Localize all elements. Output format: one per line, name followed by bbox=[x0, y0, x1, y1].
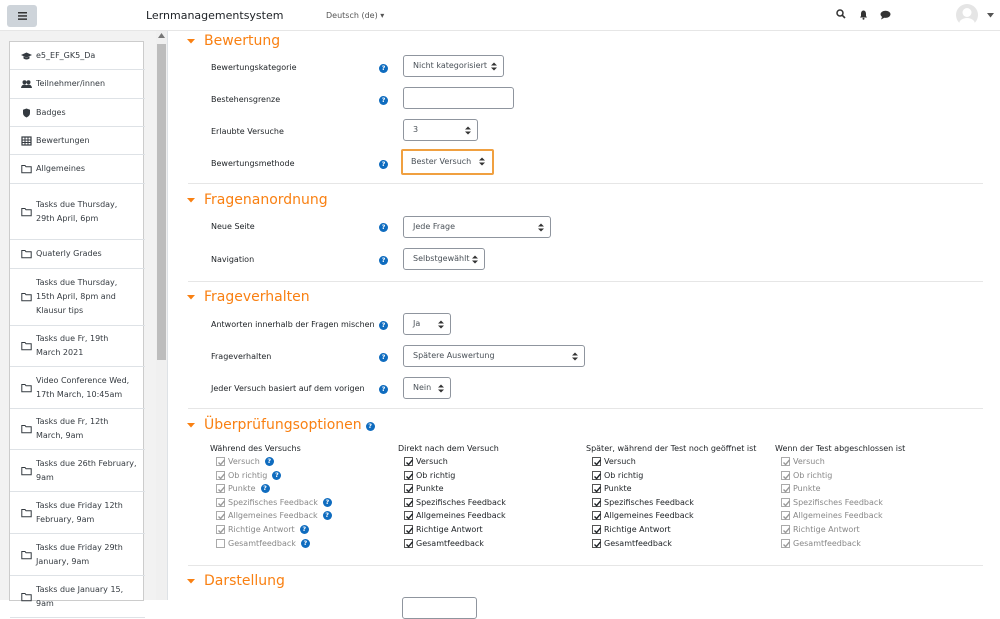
checkbox bbox=[216, 484, 225, 493]
checkbox[interactable] bbox=[592, 525, 601, 534]
checkbox[interactable] bbox=[404, 525, 413, 534]
attempts-select[interactable] bbox=[403, 119, 478, 141]
review-option-label: Ob richtig bbox=[604, 470, 644, 480]
checkbox bbox=[781, 471, 790, 480]
help-icon[interactable]: ? bbox=[300, 525, 309, 534]
review-option-label: Spezifisches Feedback bbox=[416, 497, 506, 507]
drawer-item[interactable] bbox=[10, 184, 145, 240]
drawer-item[interactable] bbox=[10, 99, 145, 127]
drawer-item-label: e5_EF_GK5_Da bbox=[36, 50, 96, 60]
review-option[interactable] bbox=[404, 539, 484, 548]
review-option bbox=[781, 511, 883, 520]
shield-icon bbox=[21, 108, 32, 118]
folder-icon bbox=[21, 341, 32, 351]
field-label: Erlaubte Versuche bbox=[211, 127, 284, 136]
drawer-scrollbar-thumb[interactable] bbox=[157, 44, 166, 360]
review-option-label: Spezifisches Feedback bbox=[604, 497, 694, 507]
folder-icon bbox=[21, 164, 32, 174]
review-option bbox=[781, 484, 821, 493]
review-option[interactable] bbox=[404, 457, 448, 466]
review-option-label: Versuch bbox=[793, 457, 825, 466]
review-option-label: Richtige Antwort bbox=[416, 525, 483, 534]
select-value: 3 bbox=[413, 125, 419, 134]
drawer-item[interactable] bbox=[10, 240, 145, 269]
review-option-label: Allgemeines Feedback bbox=[793, 511, 883, 521]
select-value: Nein bbox=[413, 383, 432, 392]
checkbox bbox=[216, 498, 225, 507]
checkbox bbox=[781, 484, 790, 493]
review-option-label: Gesamtfeedback bbox=[604, 538, 672, 548]
field-label: Jeder Versuch basiert auf dem vorigen bbox=[211, 384, 365, 393]
review-option-label: Allgemeines Feedback bbox=[416, 511, 506, 521]
folder-icon bbox=[21, 550, 32, 560]
review-option[interactable] bbox=[404, 484, 444, 493]
drawer-item-label: Tasks due Thursday, 15th April, 8pm and Klausur tips bbox=[36, 278, 118, 315]
review-column-heading: Wenn der Test abgeschlossen ist bbox=[775, 444, 906, 453]
review-column-heading: Später, während der Test noch geöffnet ist bbox=[586, 444, 757, 453]
review-column-heading: Direkt nach dem Versuch bbox=[398, 444, 499, 453]
section-header-frageverhalten[interactable] bbox=[186, 289, 310, 305]
drawer-item[interactable] bbox=[10, 492, 145, 534]
field-label: Bewertungsmethode bbox=[211, 159, 295, 168]
drawer-toggle-button[interactable] bbox=[7, 5, 37, 27]
select-value: Jede Frage bbox=[413, 222, 456, 231]
folder-icon bbox=[21, 508, 32, 518]
review-option-label: Gesamtfeedback bbox=[793, 538, 861, 548]
section-header-bewertung[interactable] bbox=[186, 33, 280, 49]
checkbox[interactable] bbox=[404, 511, 413, 520]
review-option bbox=[781, 525, 860, 534]
help-icon[interactable]: ? bbox=[261, 484, 270, 493]
nav-drawer bbox=[0, 31, 168, 608]
field-label: Bestehensgrenze bbox=[211, 95, 281, 104]
select-arrows-icon bbox=[465, 126, 471, 135]
checkbox[interactable] bbox=[404, 539, 413, 548]
select-arrows-icon bbox=[538, 223, 544, 232]
field-label: Frageverhalten bbox=[211, 352, 272, 361]
checkbox[interactable] bbox=[592, 539, 601, 548]
review-option[interactable] bbox=[592, 471, 643, 480]
section-header-darstellung[interactable] bbox=[186, 573, 285, 589]
review-option[interactable] bbox=[592, 525, 671, 534]
review-option[interactable] bbox=[592, 484, 632, 493]
grade-pass-input[interactable] bbox=[403, 87, 514, 109]
select-arrows-icon bbox=[438, 320, 444, 329]
review-option bbox=[216, 511, 332, 520]
help-icon[interactable]: ? bbox=[379, 64, 388, 73]
user-icon bbox=[956, 4, 978, 26]
folder-icon bbox=[21, 383, 32, 393]
checkbox bbox=[781, 511, 790, 520]
checkbox[interactable] bbox=[404, 484, 413, 493]
select-arrows-icon bbox=[572, 352, 578, 361]
section-divider bbox=[188, 408, 983, 409]
review-option-label: Richtige Antwort bbox=[228, 525, 295, 534]
section-title: Darstellung bbox=[204, 573, 285, 589]
chat-icon[interactable] bbox=[880, 10, 891, 20]
help-icon[interactable]: ? bbox=[265, 457, 274, 466]
checkbox bbox=[216, 525, 225, 534]
help-icon[interactable]: ? bbox=[272, 471, 281, 480]
drawer-item-label: Tasks due Thursday, 29th April, 6pm bbox=[36, 199, 118, 223]
section-header-ueberpruefungsoptionen[interactable] bbox=[186, 417, 375, 433]
drawer-item-label: Teilnehmer/innen bbox=[36, 79, 106, 88]
language-label: Deutsch (de) bbox=[326, 11, 378, 20]
review-option[interactable] bbox=[592, 498, 694, 507]
review-option bbox=[216, 471, 281, 480]
section-title: Überprüfungsoptionen bbox=[204, 417, 362, 433]
drawer-item[interactable] bbox=[10, 326, 145, 367]
darstellung-select[interactable] bbox=[402, 597, 477, 619]
hamburger-icon bbox=[18, 12, 27, 20]
checkbox bbox=[781, 539, 790, 548]
review-option-label: Versuch bbox=[604, 457, 636, 466]
review-option bbox=[216, 525, 309, 534]
review-option-label: Spezifisches Feedback bbox=[228, 497, 318, 507]
drawer-item-label: Tasks due Fr, 12th March, 9am bbox=[36, 417, 109, 440]
review-option bbox=[781, 471, 832, 480]
course-nav-list bbox=[9, 41, 144, 608]
chevron-down-icon bbox=[186, 292, 196, 302]
drawer-item[interactable] bbox=[10, 534, 145, 576]
review-option bbox=[781, 457, 825, 466]
help-icon[interactable]: ? bbox=[301, 539, 310, 548]
drawer-item-label: Badges bbox=[36, 107, 66, 117]
checkbox[interactable] bbox=[404, 457, 413, 466]
help-icon[interactable]: ? bbox=[379, 96, 388, 105]
shuffle-answers-select[interactable] bbox=[403, 313, 451, 335]
checkbox bbox=[781, 457, 790, 466]
folder-icon bbox=[21, 466, 32, 476]
site-name[interactable]: Lernmanagementsystem bbox=[146, 9, 284, 22]
field-label: Bewertungskategorie bbox=[211, 63, 297, 72]
help-icon[interactable]: ? bbox=[379, 223, 388, 232]
select-value: Nicht kategorisiert bbox=[413, 61, 488, 70]
user-menu-caret-icon[interactable] bbox=[987, 13, 994, 18]
review-option-label: Gesamtfeedback bbox=[416, 538, 484, 548]
checkbox bbox=[781, 498, 790, 507]
review-options-grid bbox=[186, 444, 983, 559]
section-title: Fragenanordnung bbox=[204, 192, 328, 208]
drawer-item[interactable] bbox=[10, 269, 145, 326]
drawer-item[interactable] bbox=[10, 367, 145, 409]
select-value: Ja bbox=[413, 319, 421, 328]
checkbox[interactable] bbox=[404, 498, 413, 507]
drawer-item[interactable] bbox=[10, 70, 145, 99]
help-icon[interactable]: ? bbox=[366, 422, 375, 431]
review-option-label: Richtige Antwort bbox=[604, 525, 671, 534]
grade-category-select[interactable] bbox=[403, 55, 504, 77]
new-page-select[interactable] bbox=[403, 216, 551, 238]
drawer-item[interactable] bbox=[10, 127, 145, 155]
drawer-item-label: Tasks due Friday 12th February, 9am bbox=[36, 500, 123, 524]
chevron-down-icon bbox=[186, 36, 196, 46]
section-title: Bewertung bbox=[204, 33, 281, 49]
review-option-label: Punkte bbox=[228, 484, 256, 494]
review-option bbox=[216, 457, 274, 466]
checkbox[interactable] bbox=[404, 471, 413, 480]
drawer-item-label: Allgemeines bbox=[36, 164, 86, 173]
caret-down-icon: ▾ bbox=[380, 11, 385, 20]
language-menu[interactable] bbox=[326, 11, 384, 20]
checkbox bbox=[781, 525, 790, 534]
checkbox bbox=[216, 539, 225, 548]
users-icon bbox=[21, 79, 32, 89]
select-arrows-icon bbox=[491, 62, 497, 71]
drawer-item-label: Bewertungen bbox=[36, 135, 90, 145]
drawer-item[interactable] bbox=[10, 42, 145, 70]
review-option[interactable] bbox=[592, 511, 694, 520]
question-behaviour-select[interactable] bbox=[403, 345, 585, 367]
review-option-label: Richtige Antwort bbox=[793, 525, 860, 534]
drawer-item[interactable] bbox=[10, 409, 145, 450]
select-value: Spätere Auswertung bbox=[413, 351, 495, 360]
review-option[interactable] bbox=[404, 511, 506, 520]
drawer-item-label: Tasks due January 15, 9am bbox=[36, 584, 124, 608]
drawer-item-label: Video Conference Wed, 17th March, 10:45am bbox=[36, 375, 130, 399]
drawer-item-label: Quaterly Grades bbox=[36, 249, 102, 258]
folder-icon bbox=[21, 592, 32, 602]
navigation-select[interactable] bbox=[403, 248, 485, 270]
review-option bbox=[216, 498, 332, 507]
checkbox[interactable] bbox=[592, 498, 601, 507]
chevron-down-icon bbox=[186, 195, 196, 205]
review-option-label: Ob richtig bbox=[416, 470, 456, 480]
field-label: Neue Seite bbox=[211, 222, 255, 231]
review-option-label: Gesamtfeedback bbox=[228, 538, 296, 548]
section-divider bbox=[188, 281, 983, 282]
folder-icon bbox=[21, 292, 32, 302]
help-icon[interactable]: ? bbox=[379, 385, 388, 394]
folder-icon bbox=[21, 424, 32, 434]
checkbox bbox=[216, 511, 225, 520]
drawer-item[interactable] bbox=[10, 576, 145, 618]
review-option[interactable] bbox=[592, 457, 636, 466]
search-icon[interactable] bbox=[836, 9, 846, 19]
section-title: Frageverhalten bbox=[204, 289, 310, 305]
checkbox[interactable] bbox=[592, 457, 601, 466]
each-attempt-builds-select[interactable] bbox=[403, 377, 451, 399]
review-option-label: Punkte bbox=[793, 484, 821, 494]
review-option-label: Ob richtig bbox=[228, 470, 268, 480]
section-header-fragenanordnung[interactable] bbox=[186, 192, 328, 208]
review-option-label: Allgemeines Feedback bbox=[604, 511, 694, 521]
checkbox[interactable] bbox=[592, 471, 601, 480]
review-option-label: Punkte bbox=[604, 484, 632, 494]
drawer-item[interactable] bbox=[10, 155, 145, 184]
chevron-down-icon bbox=[186, 576, 196, 586]
checkbox[interactable] bbox=[592, 484, 601, 493]
grade-method-select[interactable] bbox=[404, 152, 491, 172]
folder-icon bbox=[21, 249, 32, 259]
field-label: Antworten innerhalb der Fragen mischen bbox=[211, 320, 375, 329]
review-option[interactable] bbox=[592, 539, 672, 548]
checkbox bbox=[216, 471, 225, 480]
review-option-label: Punkte bbox=[416, 484, 444, 494]
review-column-heading: Während des Versuchs bbox=[210, 444, 301, 453]
review-option[interactable] bbox=[404, 498, 506, 507]
review-option bbox=[781, 539, 861, 548]
section-divider bbox=[188, 183, 983, 184]
folder-icon bbox=[21, 207, 32, 217]
main-content bbox=[178, 31, 1000, 600]
review-option bbox=[216, 484, 270, 493]
user-avatar[interactable] bbox=[956, 4, 978, 26]
drawer-item-label: Tasks due 26th February, 9am bbox=[36, 458, 137, 482]
review-option[interactable] bbox=[404, 471, 455, 480]
help-icon[interactable]: ? bbox=[323, 511, 332, 520]
review-option-label: Versuch bbox=[416, 457, 448, 466]
drawer-item-label: Tasks due Fr, 19th March 2021 bbox=[36, 334, 109, 357]
help-icon[interactable]: ? bbox=[379, 160, 388, 169]
table-icon bbox=[21, 136, 32, 146]
section-divider bbox=[188, 565, 983, 566]
select-value: Selbstgewählt bbox=[413, 254, 470, 263]
checkbox bbox=[216, 457, 225, 466]
review-option bbox=[781, 498, 883, 507]
graduation-cap-icon bbox=[21, 51, 32, 61]
help-icon[interactable]: ? bbox=[379, 321, 388, 330]
select-arrows-icon bbox=[479, 157, 485, 166]
select-value: Bester Versuch bbox=[411, 157, 472, 166]
help-icon[interactable]: ? bbox=[379, 353, 388, 362]
chevron-down-icon bbox=[186, 420, 196, 430]
select-arrows-icon bbox=[472, 255, 478, 264]
help-icon[interactable]: ? bbox=[379, 256, 388, 265]
review-option-label: Spezifisches Feedback bbox=[793, 497, 883, 507]
checkbox[interactable] bbox=[592, 511, 601, 520]
drawer-item[interactable] bbox=[10, 450, 145, 492]
help-icon[interactable]: ? bbox=[323, 498, 332, 507]
select-arrows-icon bbox=[438, 384, 444, 393]
scroll-up-icon[interactable] bbox=[158, 33, 165, 38]
field-label: Navigation bbox=[211, 255, 255, 264]
review-option[interactable] bbox=[404, 525, 483, 534]
drawer-item-label: Tasks due Friday 29th January, 9am bbox=[36, 542, 123, 566]
top-navbar bbox=[0, 0, 1000, 31]
review-option-label: Versuch bbox=[228, 457, 260, 466]
review-option bbox=[216, 539, 310, 548]
bell-icon[interactable] bbox=[859, 10, 868, 20]
review-option-label: Ob richtig bbox=[793, 470, 833, 480]
review-option-label: Allgemeines Feedback bbox=[228, 511, 318, 521]
